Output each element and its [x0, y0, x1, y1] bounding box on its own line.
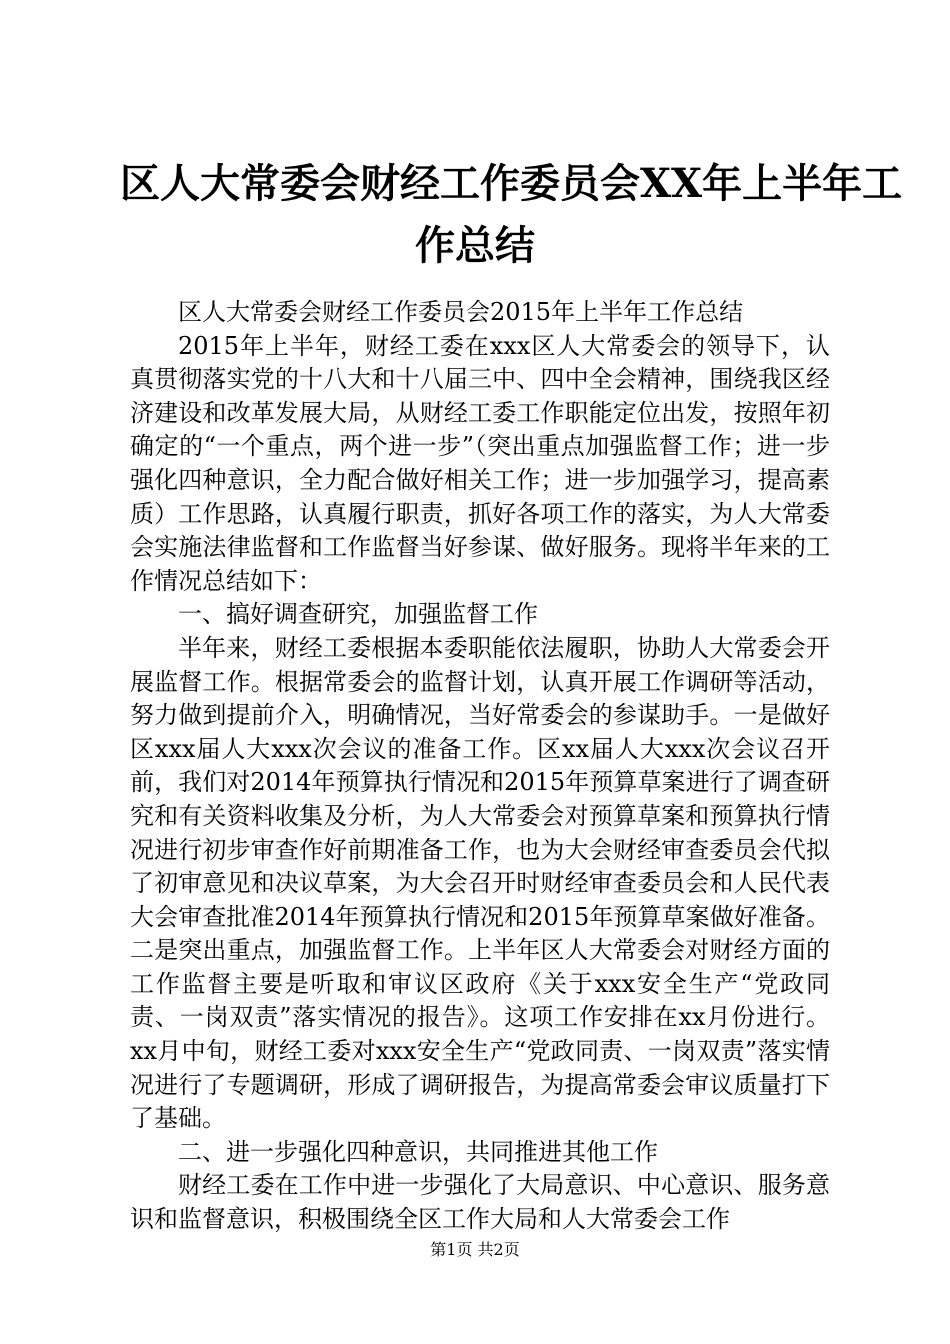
section-heading-1: 一、搞好调查研究，加强监督工作 [178, 600, 538, 629]
paragraph-section-2: 财经工委在工作中进一步强化了大局意识、中心意识、服务意识和监督意识，积极围绕全区工作大局和人大常委会工作 [130, 1171, 830, 1234]
paragraph-subtitle: 区人大常委会财经工作委员会2015年上半年工作总结 [178, 298, 744, 326]
paragraph-intro: 2015年上半年，财经工委在xxx区人大常委会的领导下，认真贯彻落实党的十八大和十八届三中、四中全会精神，围绕我区经济建设和改革发展大局，从财经工委工作职能定位出发，按照年初确定的“一个重点，两个进一步”（突出重点加强监督工作；进一步强化四种意识，全力配合做好相关工作；进一步加强学习，提高素质）工作思路，认真履行职责，抓好各项工作的落实，为人大常委会实施法律监督和工作监督当好参谋、做好服务。现将半年来的工作情况总结如下： [130, 331, 830, 595]
page-number-footer: 第1页 共2页 [430, 1240, 520, 1259]
document-body [130, 296, 830, 1237]
document-title-line-1: 区人大常委会财经工作委员会XX年上半年工 [120, 160, 903, 207]
paragraph-section-1: 半年来，财经工委根据本委职能依法履职，协助人大常委会开展监督工作。根据常委会的监督计划，认真开展工作调研等活动，努力做到提前介入，明确情况，当好常委会的参谋助手。一是做好区xxx届人大xxx次会议的准备工作。区xx届人大xxx次会议召开前，我们对2014年预算执行情况和2015年预算草案进行了调查研究和有关资料收集及分析，为人大常委会对预算草案和预算执行情况进行初步审查作好前期准备工作，也为大会财经审查委员会代拟了初审意见和决议草案，为大会召开时财经审查委员会和人民代表大会审查批准2014年预算执行情况和2015年预算草案做好准备。二是突出重点，加强监督工作。上半年区人大常委会对财经方面的工作监督主要是听取和审议区政府《关于xxx安全生产“党政同责、一岗双责”落实情况的报告》。这项工作安排在xx月份进行。xx月中旬，财经工委对xxx安全生产“党政同责、一岗双责”落实情况进行了专题调研，形成了调研报告，为提高常委会审议质量打下了基础。 [130, 633, 830, 1133]
section-heading-2: 二、进一步强化四种意识，共同推进其他工作 [178, 1137, 658, 1166]
document-title-line-2: 作总结 [415, 222, 535, 269]
